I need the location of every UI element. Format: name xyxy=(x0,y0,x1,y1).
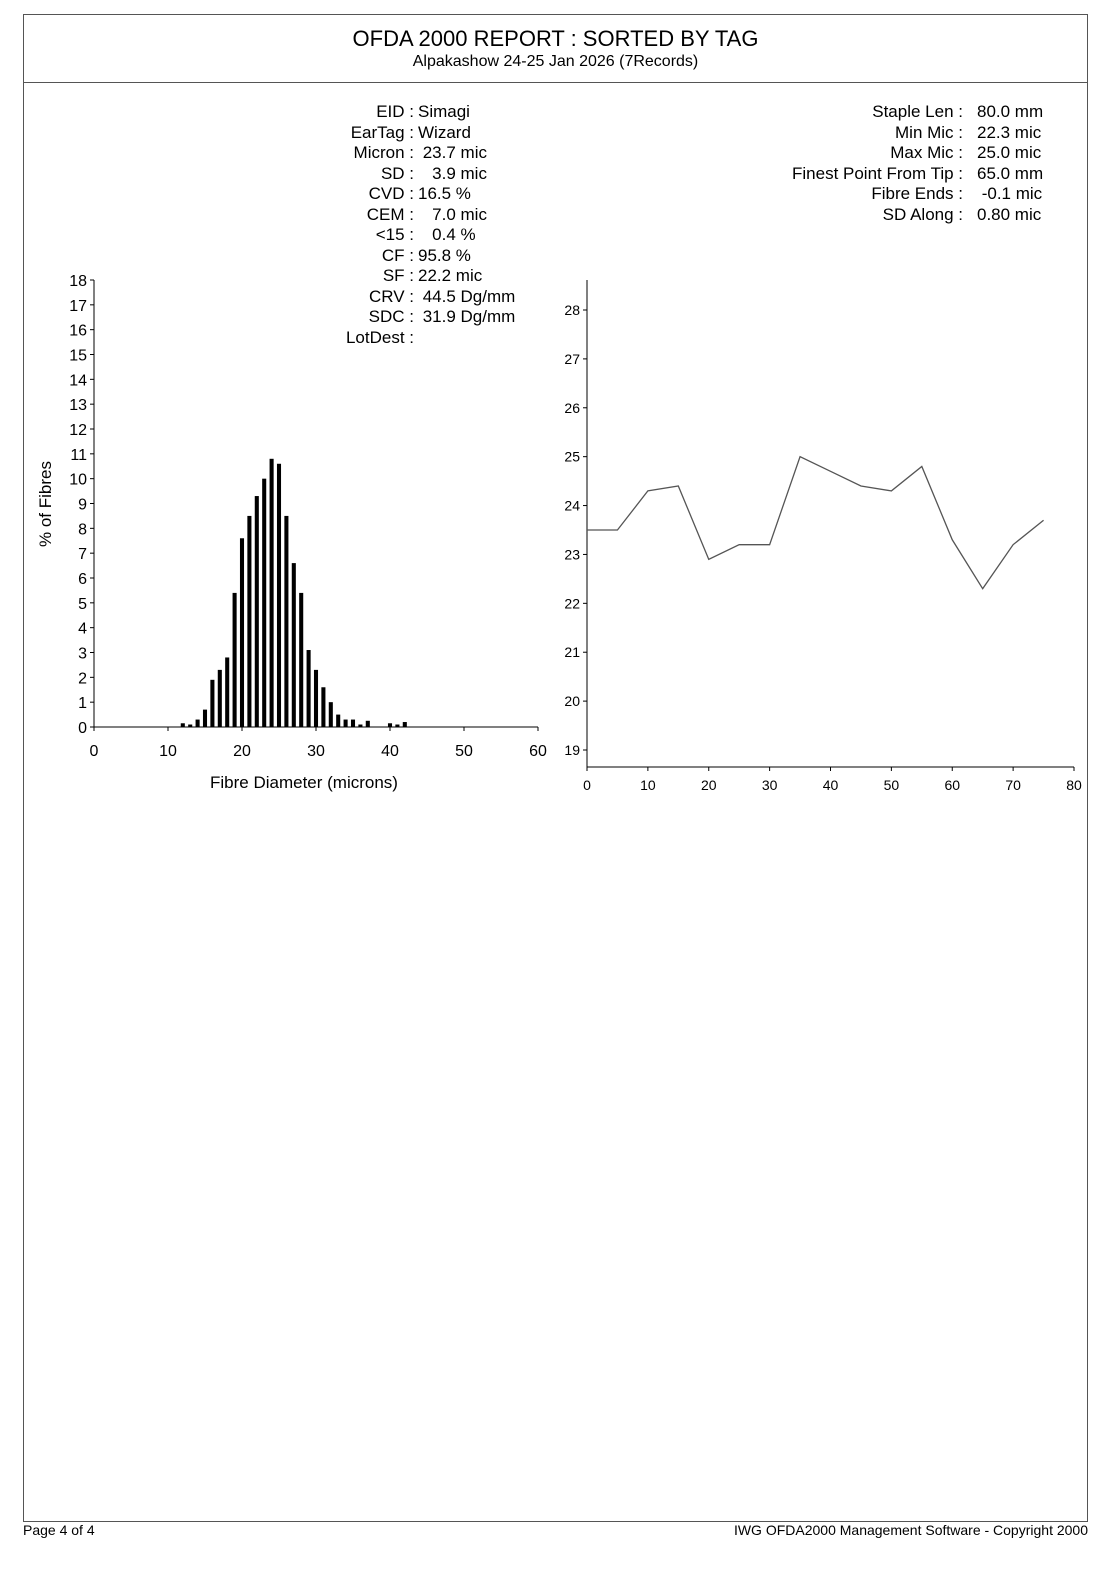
histogram-bar xyxy=(255,496,259,727)
histogram-y-tick-label: 4 xyxy=(78,620,87,638)
histogram-y-tick-label: 14 xyxy=(69,372,87,390)
histogram-bar xyxy=(395,725,399,727)
histogram-y-tick-label: 6 xyxy=(78,571,87,588)
stat-left-value: 3.9 mic xyxy=(418,163,487,183)
stat-left-value: 44.5 Dg/mm xyxy=(418,286,516,306)
histogram-bar xyxy=(366,721,370,727)
histogram-bar xyxy=(403,722,407,727)
stat-left-label: EarTag : xyxy=(350,122,414,142)
histogram-bar xyxy=(218,670,222,727)
line-chart-x-tick-label: 80 xyxy=(1066,777,1082,793)
histogram-x-tick-label: 0 xyxy=(89,743,99,760)
stat-left-value: Simagi xyxy=(418,102,470,121)
histogram-x-tick-label: 50 xyxy=(455,743,473,760)
histogram-y-tick-label: 0 xyxy=(78,720,87,737)
histogram-y-tick-label: 15 xyxy=(69,347,87,365)
footer-page-number: Page 4 of 4 xyxy=(23,1522,95,1538)
histogram-y-tick-label: 1 xyxy=(78,695,87,713)
histogram-bar xyxy=(270,459,274,727)
stat-left-value: 22.2 mic xyxy=(418,266,483,285)
histogram-y-tick-label: 7 xyxy=(78,546,87,564)
histogram-y-tick-label: 9 xyxy=(78,496,87,514)
stat-left-value: 16.5 % xyxy=(418,184,471,203)
histogram-x-axis-title: Fibre Diameter (microns) xyxy=(210,773,398,792)
stat-left-value: 0.4 % xyxy=(418,225,476,244)
stat-left-value: 23.7 mic xyxy=(418,143,487,162)
histogram-bar xyxy=(240,538,244,727)
histogram-bar xyxy=(344,720,348,727)
histogram-bar xyxy=(329,702,333,727)
histogram-bar xyxy=(210,680,214,727)
line-chart-x-tick-label: 60 xyxy=(944,777,961,793)
histogram-bar xyxy=(388,723,392,727)
histogram-y-tick-label: 17 xyxy=(69,297,87,315)
stat-left-label: SDC : xyxy=(368,307,414,326)
stat-right-label: Finest Point From Tip : xyxy=(792,163,963,183)
histogram-y-tick-label: 10 xyxy=(69,471,87,489)
line-chart-y-tick-label: 28 xyxy=(564,302,580,318)
report-subtitle: Alpakashow 24-25 Jan 2026 (7Records) xyxy=(412,53,699,70)
histogram-y-tick-label: 12 xyxy=(69,422,87,439)
stat-left-value: 95.8 % xyxy=(418,245,471,265)
stat-right-value: 25.0 mic xyxy=(977,143,1042,162)
histogram-x-tick-label: 40 xyxy=(381,743,399,760)
line-chart-x-tick-label: 10 xyxy=(640,777,656,793)
line-chart-x-tick-label: 40 xyxy=(822,777,839,793)
histogram-y-tick-label: 16 xyxy=(69,322,87,340)
line-chart-y-tick-label: 25 xyxy=(564,448,580,465)
line-chart-y-tick-label: 20 xyxy=(564,693,580,710)
histogram-y-axis-title: % of Fibres xyxy=(36,461,55,547)
stat-right-label: SD Along : xyxy=(882,204,963,224)
histogram-x-tick-label: 30 xyxy=(307,743,325,760)
histogram-bar xyxy=(262,479,266,727)
stat-right-value: 0.80 mic xyxy=(977,204,1042,224)
stat-left-value: Wizard xyxy=(418,122,471,142)
histogram-y-tick-label: 11 xyxy=(70,446,87,464)
histogram-y-tick-label: 13 xyxy=(69,397,87,415)
line-chart-y-tick-label: 27 xyxy=(564,350,580,367)
stat-left-label: CVD : xyxy=(368,184,414,203)
histogram-bar xyxy=(284,516,288,727)
histogram-y-tick-label: 8 xyxy=(78,521,87,539)
histogram-bar xyxy=(233,593,237,727)
histogram-bar xyxy=(188,725,192,727)
histogram-y-tick-label: 18 xyxy=(69,273,87,290)
line-chart-x-tick-label: 0 xyxy=(583,777,591,793)
line-chart-y-tick-label: 21 xyxy=(564,644,580,661)
stat-left-value: 7.0 mic xyxy=(418,204,487,224)
stat-right-value: 65.0 mm xyxy=(977,163,1044,183)
stat-left-label: CRV : xyxy=(368,286,414,306)
histogram-bar xyxy=(247,516,251,727)
histogram-bar xyxy=(277,464,281,727)
stat-right-label: Fibre Ends : xyxy=(871,184,963,203)
stat-left-label: CF : xyxy=(381,245,414,265)
stat-right-label: Min Mic : xyxy=(895,122,963,142)
histogram-bar xyxy=(299,593,303,727)
stat-right-label: Max Mic : xyxy=(890,143,963,162)
footer-copyright: IWG OFDA2000 Management Software - Copyright 2000 xyxy=(733,1522,1088,1538)
stat-left-label: Micron : xyxy=(353,143,414,162)
stat-right-value: 80.0 mm xyxy=(977,102,1044,121)
histogram-bar xyxy=(336,715,340,727)
line-chart-y-tick-label: 23 xyxy=(564,546,580,563)
line-chart-x-tick-label: 30 xyxy=(761,777,778,793)
histogram-bar xyxy=(358,725,362,727)
histogram-bar xyxy=(351,720,355,727)
histogram-bar xyxy=(203,710,207,727)
line-chart-y-tick-label: 24 xyxy=(564,497,580,514)
line-chart-x-tick-label: 70 xyxy=(1005,777,1021,793)
histogram-x-tick-label: 10 xyxy=(159,743,177,760)
histogram-bar xyxy=(225,657,229,727)
line-chart-x-tick-label: 50 xyxy=(883,777,900,793)
histogram-y-tick-label: 2 xyxy=(78,670,87,688)
line-chart-y-tick-label: 19 xyxy=(564,742,580,758)
histogram-bar xyxy=(307,650,311,727)
histogram-y-tick-label: 5 xyxy=(78,595,87,613)
stat-left-label: SD : xyxy=(380,163,414,183)
histogram-x-tick-label: 20 xyxy=(233,743,251,760)
line-chart-x-tick-label: 20 xyxy=(700,777,717,793)
report-title: OFDA 2000 REPORT : SORTED BY TAG xyxy=(352,26,759,51)
stat-right-value: -0.1 mic xyxy=(977,184,1043,203)
stat-left-label: <15 : xyxy=(375,225,414,244)
histogram-x-tick-label: 60 xyxy=(529,743,547,760)
histogram-bar xyxy=(314,670,318,727)
stat-left-value: 31.9 Dg/mm xyxy=(418,307,516,326)
stat-right-label: Staple Len : xyxy=(872,102,963,121)
stat-right-value: 22.3 mic xyxy=(977,122,1042,142)
histogram-bar xyxy=(321,687,325,727)
histogram-y-tick-label: 3 xyxy=(78,645,87,663)
stat-left-label: LotDest : xyxy=(345,327,414,347)
line-chart-series-line xyxy=(587,457,1044,589)
histogram-bar xyxy=(292,563,296,727)
line-chart-y-tick-label: 26 xyxy=(564,399,580,416)
stat-left-label: CEM : xyxy=(366,204,414,224)
line-chart-y-tick-label: 22 xyxy=(564,595,580,612)
histogram-bar xyxy=(181,723,185,727)
histogram-bar xyxy=(196,720,200,727)
stat-left-label: EID : xyxy=(376,102,414,121)
stat-left-label: SF : xyxy=(382,266,414,285)
